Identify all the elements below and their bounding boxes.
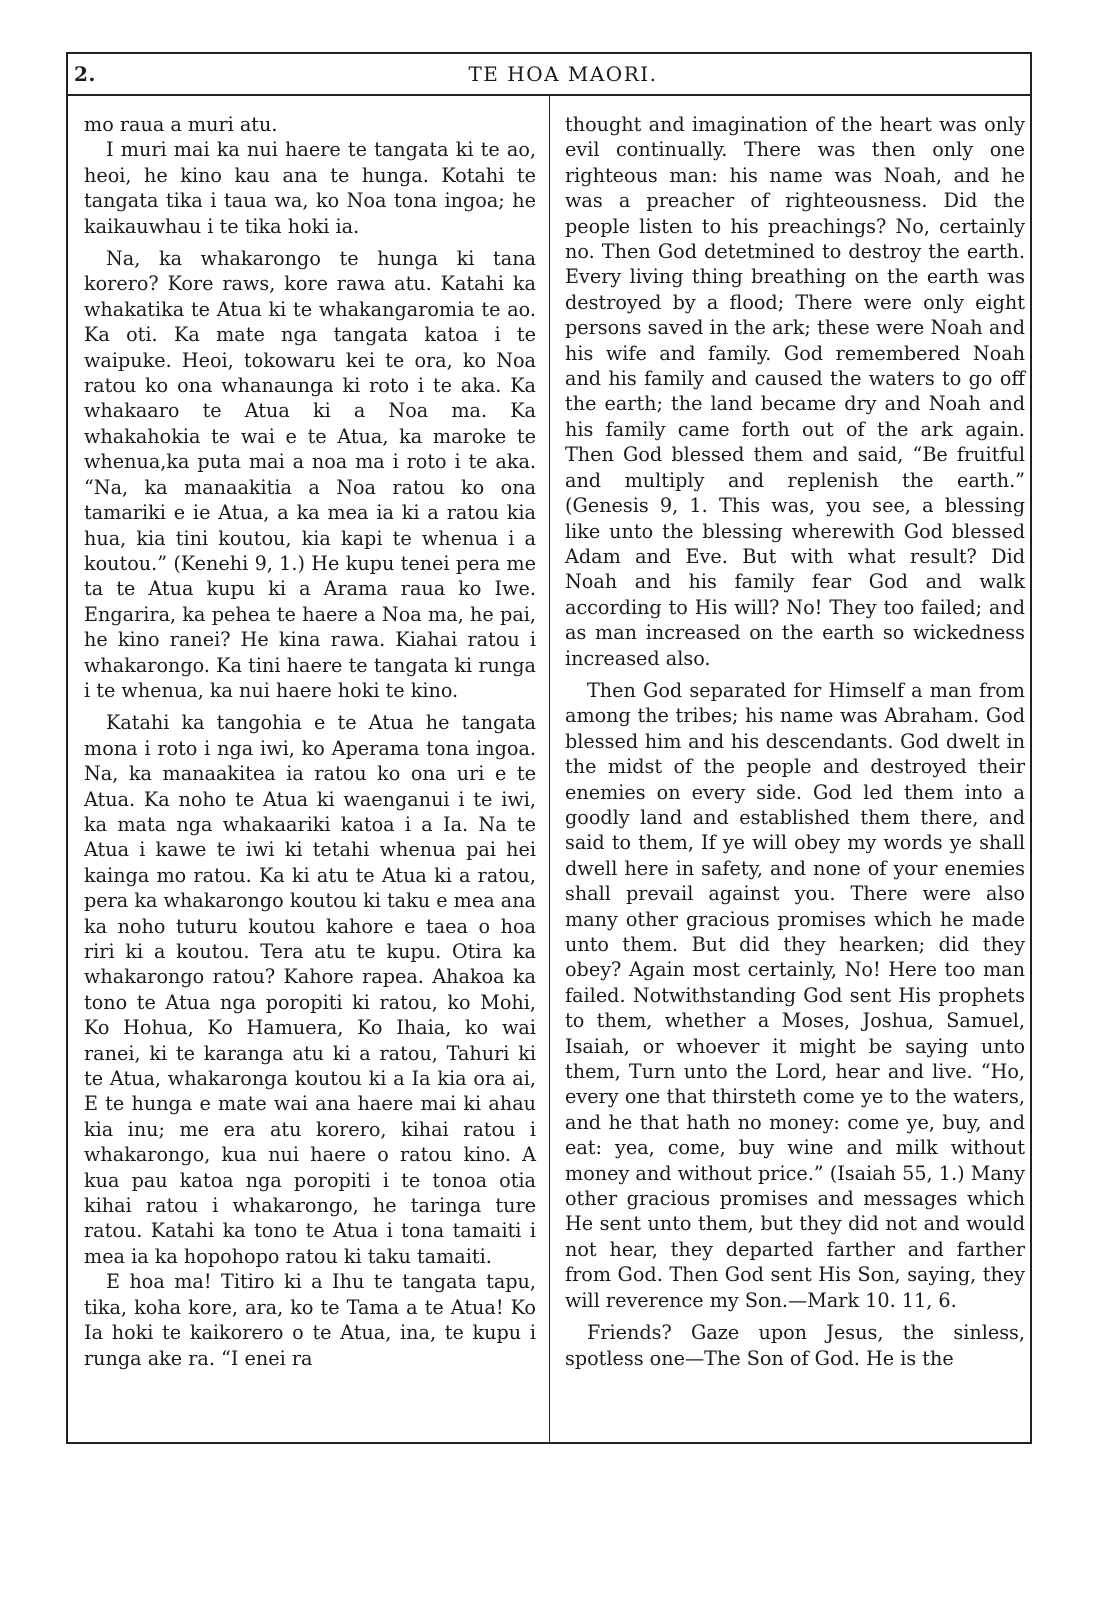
paragraph: E hoa ma! Titiro ki a Ihu te tangata tapu, tika, koha kore, ara, ko te Tama a te Atua! Ko Ia hoki te kaikorero o te Atua, ina, te kupu i runga ake ra. “I enei ra: [84, 1270, 536, 1370]
paragraph: Then God separated for Himself a man from among the tribes; his name was Abraham. God blessed him and his descendants. God dwelt in the midst of the people and destroyed their enemies on every side. God led them into a goodly land and established them there, and said to them, If ye will obey my words ye shall dwell here in safety, and none of your enemies shall prevail against you. There were also many other gracious promises which he made unto them. But did they hearken; did they obey? Again most certainly, No! Here too man failed. Notwithstanding God sent His prophets to them, whether a Moses, Joshua, Samuel, Isaiah, or whoever it might be saying unto them, Turn unto the Lord, hear and live. “Ho, every one that thirsteth come ye to the waters, and he that hath no money: come ye, buy, and eat: yea, come, buy wine and milk without money and without price.” (Isaiah 55, 1.) Many other gracious promises and messages which He sent unto them, but they did not and would not hear, they departed farther and farther from God. Then God sent His Son, saying, they will reverence my Son.—Mark 10. 11, 6.: [565, 678, 1025, 1312]
footer-rule: [66, 1442, 1032, 1444]
english-text-column: [565, 112, 1025, 1371]
header-top-rule: [66, 52, 1032, 54]
paragraph-continued: mo raua a muri atu.: [84, 113, 278, 136]
page-number: 2.: [74, 62, 96, 86]
paragraph-continued: thought and imagination of the heart was only evil continually. There was then only one righteous man: his name was Noah, and he was a preacher of righteousness. Did the people listen to his preachings? No, certainly no. Then God detetmined to destroy the earth. Every living thing breathing on the earth was destroyed by a flood; There were only eight persons saved in the ark; these were Noah and his wife and family. God remembered Noah and his family and caused the waters to go off the earth; the land became dry and Noah and his family came forth out of the ark again. Then God blessed them and said, “Be fruitful and multiply and replenish the earth.” (Genesis 9, 1. This was, you see, a blessing like unto the blessing wherewith God blessed Adam and Eve. But with what result? Did Noah and his family fear God and walk according to His will? No! They too failed; and as man increased on the earth so wickedness increased also.: [565, 113, 1025, 670]
column-divider-rule: [549, 96, 550, 1442]
paragraph: Friends? Gaze upon Jesus, the sinless, spotless one—The Son of God. He is the: [565, 1321, 1025, 1370]
left-border-rule: [66, 52, 68, 1442]
paragraph: Katahi ka tangohia e te Atua he tangata mona i roto i nga iwi, ko Aperama tona ingoa. Na, ka manaakitea ia ratou ko ona uri e te Atua. Ka noho te Atua ki waenganui i te iwi, ka mata nga whakaariki katoa i a Ia. Na te Atua i kawe te iwi ki tetahi whenua pai hei kainga mo ratou. Ka ki atu te Atua ki a ratou, pera ka whakarongo koutou ki taku e mea ana ka noho tuturu koutou kahore e taea o hoa riri ki a koutou. Tera atu te kupu. Otira ka whakarongo ratou? Kahore rapea. Ahakoa ka tono te Atua nga poropiti ki ratou, ko Mohi, Ko Hohua, Ko Hamuera, Ko Ihaia, ko wai ranei, ki te karanga atu ki a ratou, Tahuri ki te Atua, whakaronga koutou ki a Ia kia ora ai, E te hunga e mate wai ana haere mai ki ahau kia inu; me era atu korero, kihai ratou i whakarongo, kua nui haere o ratou kino. A kua pau katoa nga poropiti i te tonoa otia kihai ratou i whakarongo, he taringa ture ratou. Katahi ka tono te Atua i tona tamaiti i mea ia ka hopohopo ratou ki taku tamaiti.: [84, 711, 536, 1268]
paragraph: Na, ka whakarongo te hunga ki tana korero? Kore raws, kore rawa atu. Katahi ka whakatika te Atua ki te whakangaromia te ao. Ka oti. Ka mate nga tangata katoa i te waipuke. Heoi, tokowaru kei te ora, ko Noa ratou ko ona whanaunga ki roto i te aka. Ka whakaaro te Atua ki a Noa ma. Ka whakahokia te wai e te Atua, ka maroke te whenua,ka puta mai a noa ma i roto i te aka. “Na, ka manaakitia a Noa ratou ko ona tamariki e ie Atua, a ka mea ia ki a ratou kia hua, kia tini koutou, kia kapi te whenua i a koutou.” (Kenehi 9, 1.) He kupu tenei pera me ta te Atua kupu ki a Arama raua ko Iwe. Engarira, ka pehea te haere a Noa ma, he pai, he kino ranei? He kina rawa. Kiahai ratou i whakarongo. Ka tini haere te tangata ki runga i te whenua, ka nui haere hoki te kino.: [84, 247, 536, 702]
right-border-rule: [1030, 52, 1032, 1442]
paragraph: I muri mai ka nui haere te tangata ki te ao, heoi, he kino kau ana te hunga. Kotahi te tangata tika i taua wa, ko Noa tona ingoa; he kaikauwhau i te tika hoki ia.: [84, 138, 536, 238]
maori-text-column: [84, 112, 536, 1371]
publication-title: TE HOA MAORI.: [468, 62, 658, 86]
